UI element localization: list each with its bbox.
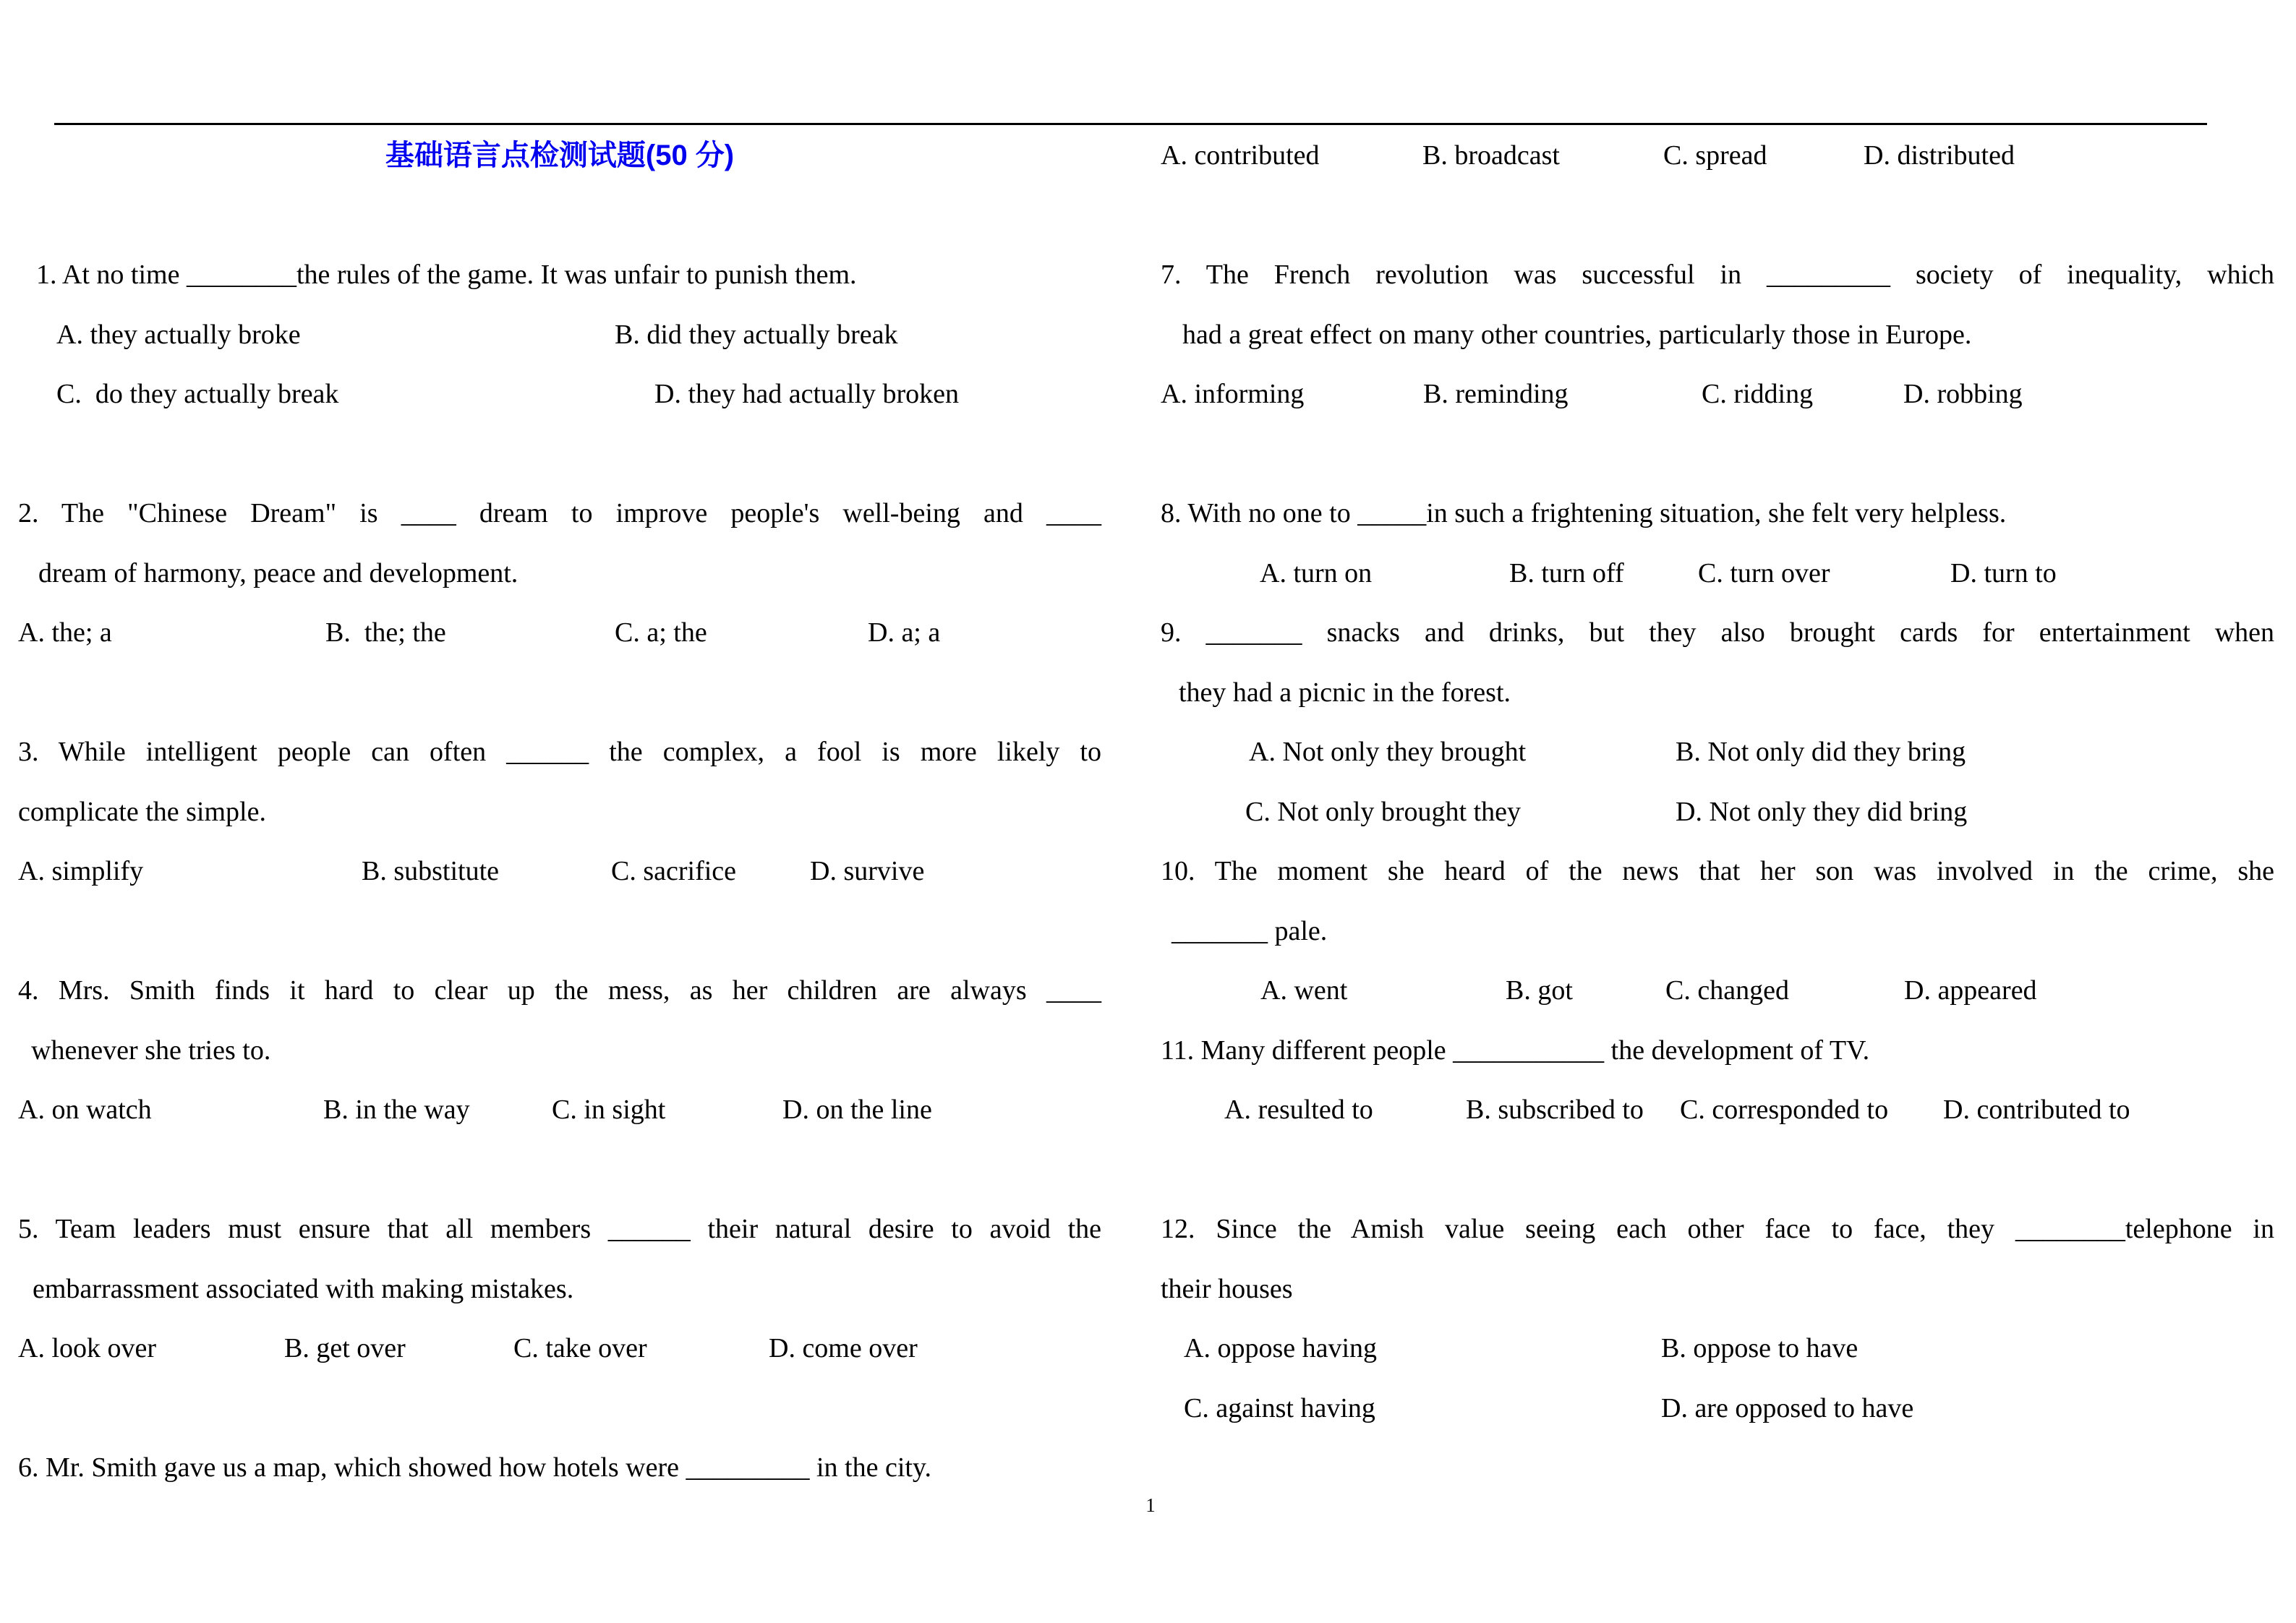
option-q5-b: B. get over [284, 1333, 406, 1363]
option-q3-b: B. substitute [362, 856, 500, 886]
blank-line [18, 424, 1101, 484]
question-2-line-2: dream of harmony, peace and development. [38, 557, 518, 588]
option-q11-d: D. contributed to [1943, 1095, 2130, 1125]
option-q9-d: D. Not only they did bring [1676, 796, 1968, 827]
option-q4-c: C. in sight [552, 1095, 666, 1125]
question-3-options [18, 842, 1101, 902]
option-q6-c: C. spread [1663, 140, 1767, 171]
question-1-options-ab [18, 305, 1101, 365]
question-3-line-1: 3. While intelligent people can often ______ the complex, a fool is more likely to [18, 737, 1101, 767]
option-q4-a: A. on watch [18, 1095, 152, 1125]
option-q2-b: B. the; the [325, 617, 446, 648]
option-q9-a: A. Not only they brought [1249, 737, 1527, 767]
option-q11-b: B. subscribed to [1466, 1095, 1644, 1125]
option-q12-a: A. oppose having [1184, 1333, 1378, 1363]
option-q12-d: D. are opposed to have [1661, 1392, 1914, 1423]
question-1-options-cd [18, 364, 1101, 424]
question-5-line-2: embarrassment associated with making mistakes. [33, 1273, 574, 1304]
question-11-line-1: 11. Many different people ___________ the development of TV. [1161, 1035, 1870, 1066]
option-q1-a: A. they actually broke [56, 319, 301, 350]
right-column [1161, 126, 2274, 1438]
question-4-line-1: 4. Mrs. Smith finds it hard to clear up the mess, as her children are always ____ [18, 975, 1101, 1006]
question-5-options [18, 1319, 1101, 1379]
option-q1-c: C. do they actually break [56, 379, 339, 409]
question-4-line-2: whenever she tries to. [31, 1035, 271, 1066]
question-10-options [1161, 961, 2274, 1021]
option-q6-a: A. contributed [1161, 140, 1320, 171]
option-q7-c: C. ridding [1702, 379, 1814, 409]
header-rule [54, 123, 2207, 125]
option-q2-a: A. the; a [18, 617, 112, 648]
option-q11-a: A. resulted to [1224, 1095, 1373, 1125]
question-12-line-2: their houses [1161, 1273, 1293, 1304]
question-7-options [1161, 364, 2274, 424]
question-10-line-1: 10. The moment she heard of the news that her son was involved in the crime, she [1161, 856, 2274, 886]
option-q1-d: D. they had actually broken [654, 379, 960, 409]
option-q3-a: A. simplify [18, 856, 144, 886]
question-7-line-2: had a great effect on many other countries, particularly those in Europe. [1182, 319, 1972, 350]
option-q4-d: D. on the line [782, 1095, 932, 1125]
option-q5-c: C. take over [513, 1333, 647, 1363]
question-9-line-1: 9. _______ snacks and drinks, but they also brought cards for entertainment when [1161, 617, 2274, 648]
question-10-line-2: _______ pale. [1172, 915, 1328, 946]
option-q7-a: A. informing [1161, 379, 1305, 409]
option-q10-c: C. changed [1665, 975, 1789, 1006]
option-q10-a: A. went [1260, 975, 1348, 1006]
blank-line [1161, 186, 2274, 246]
option-q5-a: A. look over [18, 1333, 157, 1363]
option-q6-d: D. distributed [1864, 140, 2015, 171]
option-q8-a: A. turn on [1260, 557, 1373, 588]
option-q1-b: B. did they actually break [615, 319, 898, 350]
option-q3-d: D. survive [810, 856, 925, 886]
question-2-line-1: 2. The "Chinese Dream" is ____ dream to improve people's well-being and ____ [18, 498, 1101, 528]
option-q6-b: B. broadcast [1422, 140, 1560, 171]
blank-line [1161, 424, 2274, 484]
blank-line [18, 186, 1101, 246]
option-q9-c: C. Not only brought they [1245, 796, 1522, 827]
blank-line [1161, 1140, 2274, 1200]
option-q11-c: C. corresponded to [1680, 1095, 1889, 1125]
question-11-options [1161, 1080, 2274, 1140]
left-column [18, 126, 1101, 1498]
option-q3-c: C. sacrifice [611, 856, 737, 886]
blank-line [18, 902, 1101, 962]
option-q7-b: B. reminding [1423, 379, 1569, 409]
question-12-options-ab [1161, 1319, 2274, 1379]
page-title: 基础语言点检测试题(50 分) [385, 140, 735, 171]
question-3-line-2: complicate the simple. [18, 796, 266, 827]
option-q8-b: B. turn off [1509, 557, 1624, 588]
question-5-line-1: 5. Team leaders must ensure that all members ______ their natural desire to avoid the [18, 1214, 1101, 1244]
option-q5-d: D. come over [769, 1333, 918, 1363]
question-12-options-cd [1161, 1379, 2274, 1439]
option-q12-b: B. oppose to have [1661, 1333, 1858, 1363]
blank-line [18, 1140, 1101, 1200]
option-q4-b: B. in the way [323, 1095, 470, 1125]
question-1-line-1: 1. At no time ________the rules of the game. It was unfair to punish them. [36, 260, 857, 290]
question-9-options-ab [1161, 722, 2274, 782]
option-q10-b: B. got [1506, 975, 1573, 1006]
option-q2-c: C. a; the [615, 617, 707, 648]
option-q8-d: D. turn to [1950, 557, 2057, 588]
question-4-options [18, 1080, 1101, 1140]
question-2-options [18, 603, 1101, 663]
question-6-line-1: 6. Mr. Smith gave us a map, which showed how hotels were _________ in the city. [18, 1452, 931, 1483]
question-7-line-1: 7. The French revolution was successful in _________ society of inequality, which [1161, 260, 2274, 290]
option-q10-d: D. appeared [1904, 975, 2037, 1006]
question-9-options-cd [1161, 782, 2274, 842]
blank-line [18, 1379, 1101, 1439]
option-q9-b: B. Not only did they bring [1676, 737, 1966, 767]
question-6-options [1161, 126, 2274, 186]
option-q8-c: C. turn over [1698, 557, 1830, 588]
option-q7-d: D. robbing [1903, 379, 2023, 409]
question-9-line-2: they had a picnic in the forest. [1179, 677, 1511, 708]
question-12-line-1: 12. Since the Amish value seeing each other face to face, they ________telephone in [1161, 1214, 2274, 1244]
page-number: 1 [1145, 1494, 1156, 1516]
option-q2-d: D. a; a [868, 617, 941, 648]
option-q12-c: C. against having [1184, 1392, 1375, 1423]
blank-line [18, 663, 1101, 723]
question-8-line-1: 8. With no one to _____in such a frightening situation, she felt very helpless. [1161, 498, 2007, 528]
question-8-options [1161, 544, 2274, 604]
